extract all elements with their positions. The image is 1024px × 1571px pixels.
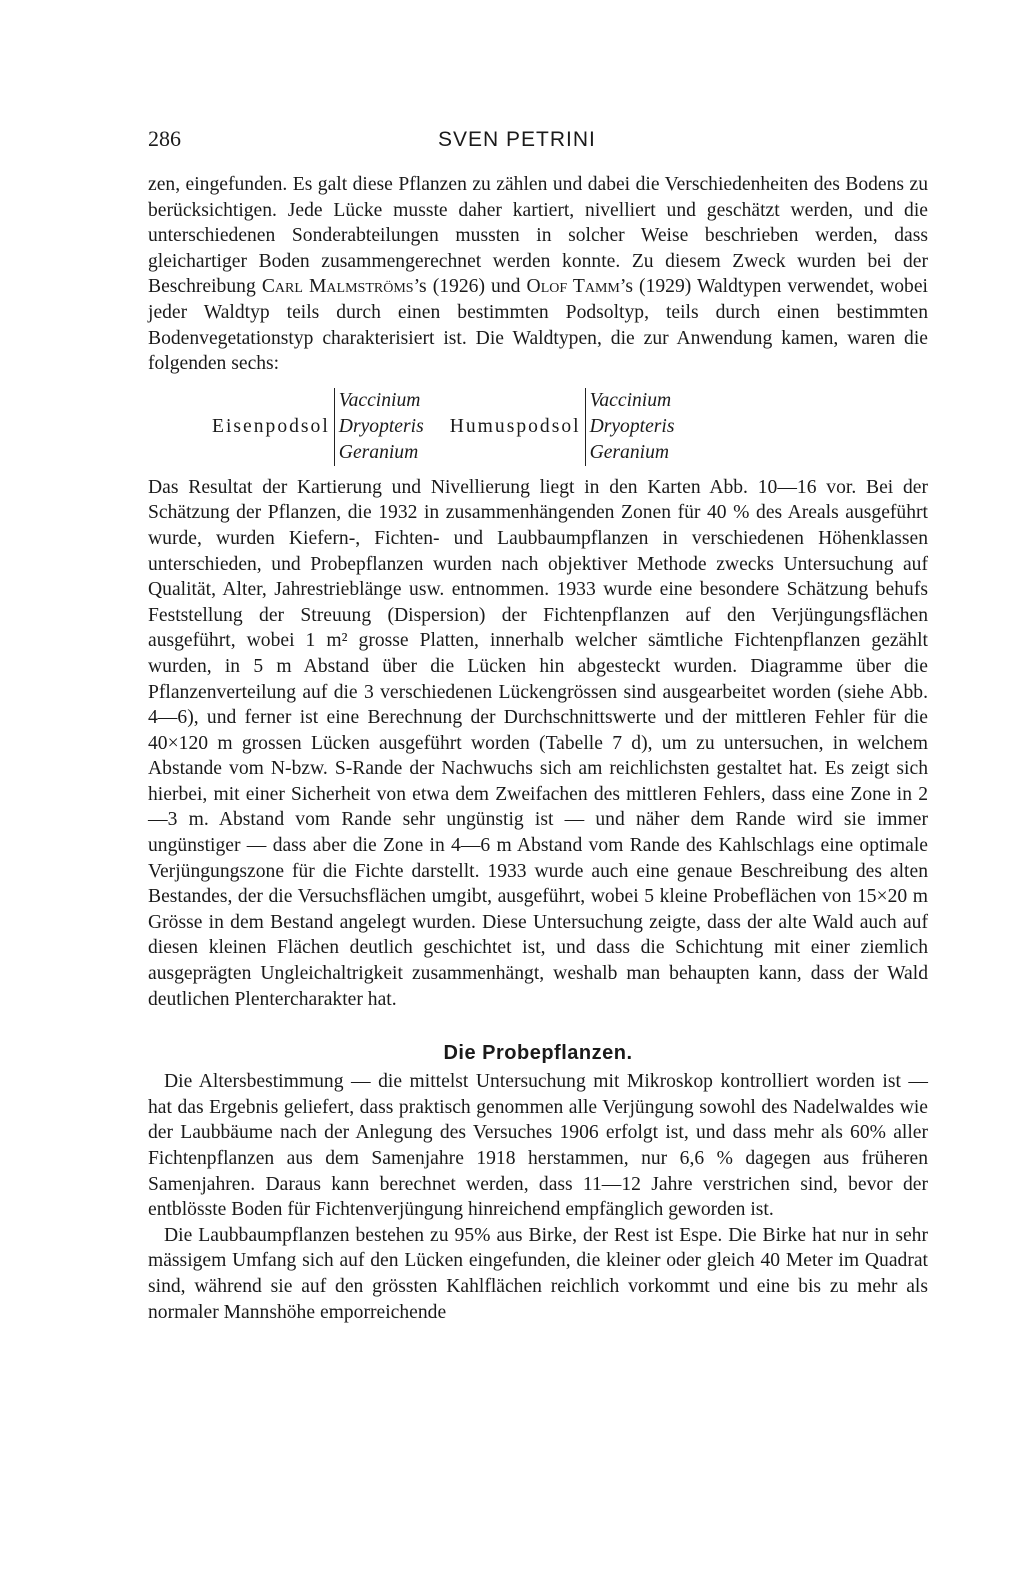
vegetation-list xyxy=(334,388,424,466)
vegetation-list xyxy=(585,388,675,466)
author-malmstrom: Carl Malmströms xyxy=(261,276,414,298)
body-paragraph-1 xyxy=(148,172,928,377)
vegetation-type: Dryopteris xyxy=(338,415,424,437)
section-heading: Die Probepflanzen. xyxy=(443,1042,633,1065)
author-tamm: Olof Tamm xyxy=(526,276,620,298)
page xyxy=(148,126,928,1325)
vegetation-type: Vaccinium xyxy=(338,389,421,411)
soil-type-label: Eisenpodsol xyxy=(212,415,330,437)
body-paragraph-3: Die Altersbestimmung — die mittelst Untersuchung mit Mikroskop kontrolliert worden ist — hat das Ergebnis geliefert, dass praktisch genommen alle Verjüngung sowohl des Nadelwaldes wie der Laubbäume nach der Anlegung des Versuches 1906 erfolgt ist, und dass mehr als 60% aller Fichtenpflanzen aus dem Samenjahre 1918 herstammen, nur 6,6 % dagegen aus früheren Samenjahren. Daraus kann berechnet werden, dass 11—12 Jahre verstrichen sind, bevor der entblösste Boden für Fichtenverjüngung hinreichend empfänglich geworden ist. xyxy=(148,1071,928,1221)
forest-type-group-humuspodsol xyxy=(450,388,675,466)
running-title: SVEN PETRINI xyxy=(438,128,596,151)
paragraph-1-text-b: ’s (1926) und xyxy=(413,276,527,298)
vegetation-type: Geranium xyxy=(589,441,670,463)
vegetation-type: Geranium xyxy=(338,441,419,463)
forest-type-group-eisenpodsol xyxy=(212,388,424,466)
soil-type-label: Humuspodsol xyxy=(449,415,581,437)
forest-type-classification xyxy=(212,383,928,471)
body-paragraph-2: Das Resultat der Kartierung und Nivellierung liegt in den Karten Abb. 10—16 vor. Bei der Schätzung der Pflanzen, die 1932 in zusammenhängenden Zonen für 40 % des Areals ausgeführt wurde, wurden Kiefern-, Fichten- und Laubbaumpflanzen in verschiedenen Höhenklassen unterschieden, und Probepflanzen wurden nach objektiver Methode zwecks Untersuchung auf Qualität, Alter, Jahrestrieblänge usw. entnommen. 1933 wurde eine besondere Schätzung behufs Feststellung der Streuung (Dispersion) der Fichtenpflanzen auf den Verjüngungsflächen ausgeführt, wobei 1 m² grosse Platten, innerhalb welcher sämtliche Fichtenpflanzen gezählt wurden, in 5 m Abstand über die Lücken hin abgesteckt wurden. Diagramme über die Pflanzenverteilung auf die 3 verschiedenen Lückengrössen sind ausgearbeitet worden (siehe Abb. 4—6), und ferner ist eine Berechnung der Durchschnittswerte und der mittleren Fehler für die 40×120 m grossen Lücken ausgeführt worden (Tabelle 7 d), um zu untersuchen, in welchem Abstande vom N-bzw. S-Rande der Nachwuchs sich am reichlichsten gestaltet hat. Es zeigt sich hierbei, mit einer Sicherheit von etwa dem Zweifachen des mittleren Fehlers, dass eine Zone in 2—3 m. Abstand vom Rande sehr ungünstig ist — und näher dem Rande wird sie immer ungünstiger — dass aber die Zone in 4—6 m Abstand vom Rande des Kahlschlags eine optimale Verjüngungszone für die Fichte darstellt. 1933 wurde auch eine genaue Beschreibung des alten Bestandes, der die Versuchsflächen umgibt, ausgeführt, wobei 5 kleine Probeflächen von 15×20 m Grösse in dem Bestand angelegt wurden. Diese Untersuchung zeigte, dass der alte Wald auch auf diesen kleinen Flächen deutlich geschichtet ist, und dass die Schichtung mit einer ziemlich ausgeprägten Ungleichaltrigkeit zusammenhängt, weshalb man behaupten kann, dass der Wald deutlichen Plentercharakter hat. xyxy=(148,476,928,1010)
page-header xyxy=(148,126,928,158)
paragraph-1-text-a: zen, eingefunden. Es galt diese Pflanzen zu zählen und dabei die Verschiedenheiten des Bodens zu berücksichtigen. Jede Lücke musste daher kartiert, nivelliert und geschätzt werden, und die unterschiedenen Sonderabteilungen mussten in solcher Weise beschrieben werden, dass gleichartiger Boden zusammengerechnet werden konnte. Zu diesem Zweck wurden bei der Beschreibung xyxy=(148,174,928,298)
page-number: 286 xyxy=(148,126,181,151)
body-paragraph-4: Die Laubbaumpflanzen bestehen zu 95% aus Birke, der Rest ist Espe. Die Birke hat nur in sehr mässigem Umfang sich auf den Lücken eingefunden, die kleiner oder gleich 40 Meter im Quadrat sind, während sie auf den grössten Kahlflächen reichlich vorkommt und eine bis zu mehr als normaler Mannshöhe emporreichende xyxy=(148,1224,928,1323)
vegetation-type: Dryopteris xyxy=(589,415,675,437)
vegetation-type: Vaccinium xyxy=(589,389,672,411)
paragraph-1-text-c: ’s (1929) Waldtypen verwendet, wobei jeder Waldtyp teils durch einen bestimmten Podsoltyp, teils durch einen bestimmten Bodenvegetationstyp charakterisiert ist. Die Waldtypen, die zur Anwendung kamen, waren die folgenden sechs: xyxy=(148,276,928,375)
